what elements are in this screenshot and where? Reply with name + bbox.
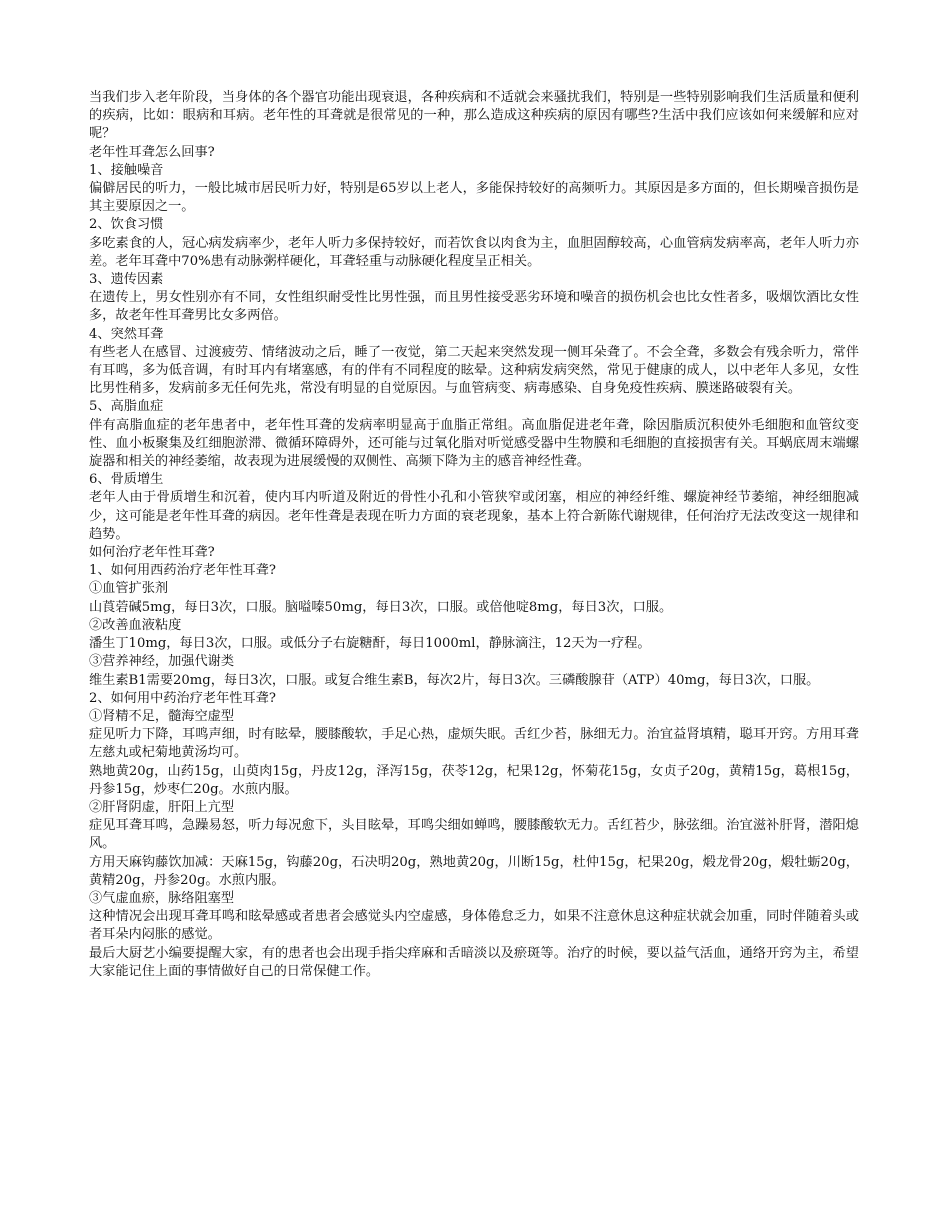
intro-paragraph: 当我们步入老年阶段，当身体的各个器官功能出现衰退，各种疾病和不适就会来骚扰我们，特别是一些特别影响我们生活质量和便利的疾病，比如：眼病和耳病。老年性的耳聋就是很常见的一种，那么造成这种疾病的原因有哪些?生活中我们应该如何来缓解和应对呢？ [89, 90, 859, 142]
western-item-2-text: 潘生丁10mg，每日3次，口服。或低分子右旋糖酐，每日1000ml，静脉滴注，12天为一疗程。 [89, 636, 651, 652]
cause-2-heading: 2、饮食习惯 [89, 217, 164, 233]
tcm-type-3-heading: ③气虚血瘀，脉络阻塞型 [89, 890, 235, 906]
western-item-3-text: 维生素B1需要20mg，每日3次，口服。或复合维生素B，每次2片，每日3次。三磷酸腺苷（ATP）40mg，每日3次，口服。 [89, 672, 820, 688]
western-item-1-heading: ①血管扩张剂 [89, 581, 169, 597]
section-heading-treatment: 如何治疗老年性耳聋? [89, 545, 215, 561]
section-heading-causes: 老年性耳聋怎么回事? [89, 144, 215, 160]
western-treatment-heading: 1、如何用西药治疗老年性耳聋? [89, 563, 276, 579]
cause-4-text: 有些老人在感冒、过渡疲劳、情绪波动之后，睡了一夜觉，第二天起来突然发现一侧耳朵聋了。不会全聋，多数会有残余听力，常伴有耳鸣，多为低音调，有时耳内有堵塞感，有的伴有不同程度的眩晕。这种病发病突然，常见于健康的成人，以中老年人多见，女性比男性稍多，发病前多无任何先兆，常没有明显的自觉原因。与血管病变、病毒感染、自身免疫性疾病、膜迷路破裂有关。 [89, 344, 859, 397]
cause-5-text: 伴有高脂血症的老年患者中，老年性耳聋的发病率明显高于血脂正常组。高血脂促进老年聋，除因脂质沉积使外毛细胞和血管纹变性、血小板聚集及红细胞淤滞、微循环障碍外，还可能与过氧化脂对听觉感受器中生物膜和毛细胞的直接损害有关。耳蜗底周末端螺旋器和相关的神经萎缩，故表现为进展缓慢的双侧性、高频下降为主的感音神经性聋。 [89, 417, 859, 470]
western-item-1-text: 山莨菪碱5mg，每日3次，口服。脑嗌嗪50mg，每日3次，口服。或倍他啶8mg，每日3次，口服。 [89, 599, 673, 615]
tcm-type-2-prescription: 方用天麻钩藤饮加减：天麻15g，钩藤20g，石决明20g，熟地黄20g，川断15g，杜仲15g，杞果20g，煅龙骨20g，煅牡蛎20g，黄精20g，丹参20g。水煎内服。 [89, 854, 859, 888]
tcm-type-1-prescription: 熟地黄20g，山药15g，山萸肉15g，丹皮12g，泽泻15g，茯苓12g，杞果12g，怀菊花15g，女贞子20g，黄精15g，葛根15g，丹参15g，炒枣仁20g。水煎内服。 [89, 763, 859, 797]
cause-3-heading: 3、遗传因素 [89, 272, 164, 288]
cause-1-text: 偏僻居民的听力，一般比城市居民听力好，特别是65岁以上老人，多能保持较好的高频听力。其原因是多方面的，但长期噪音损伤是其主要原因之一。 [89, 181, 859, 215]
document-body [89, 89, 859, 981]
cause-4-heading: 4、突然耳聋 [89, 326, 164, 342]
cause-5-heading: 5、高脂血症 [89, 399, 164, 415]
closing-paragraph: 最后大厨艺小编要提醒大家，有的患者也会出现手指尖痒麻和舌暗淡以及瘀斑等。治疗的时候，要以益气活血，通络开窍为主，希望大家能记住上面的事情做好自己的日常保健工作。 [89, 945, 859, 979]
tcm-type-2-symptoms: 症见耳聋耳鸣，急躁易怒，听力每况愈下，头目眩晕，耳鸣尖细如蝉鸣，腰膝酸软无力。舌红苔少，脉弦细。治宜滋补肝肾，潜阳熄风。 [89, 818, 859, 852]
tcm-type-2-heading: ②肝肾阴虚，肝阳上亢型 [89, 799, 235, 815]
cause-3-text: 在遗传上，男女性别亦有不同，女性组织耐受性比男性强，而且男性接受恶劣环境和噪音的损伤机会也比女性者多，吸烟饮酒比女性多，故老年性耳聋男比女多两倍。 [89, 290, 859, 324]
cause-6-heading: 6、骨质增生 [89, 472, 164, 488]
cause-6-text: 老年人由于骨质增生和沉着，使内耳内听道及附近的骨性小孔和小管狭窄或闭塞，相应的神经纤维、螺旋神经节萎缩，神经细胞减少，这可能是老年性耳聋的病因。老年性聋是表现在听力方面的衰老现象，基本上符合新陈代谢规律，任何治疗无法改变这一规律和趋势。 [89, 490, 859, 542]
western-item-3-heading: ③营养神经，加强代谢类 [89, 654, 235, 670]
cause-2-text: 多吃素食的人，冠心病发病率少，老年人听力多保持较好，而若饮食以肉食为主，血胆固醇较高，心血管病发病率高，老年人听力亦差。老年耳聋中70%患有动脉粥样硬化，耳聋轻重与动脉硬化程度呈正相关。 [89, 235, 859, 269]
cause-1-heading: 1、接触噪音 [89, 162, 164, 178]
tcm-type-1-symptoms: 症见听力下降，耳鸣声细，时有眩晕，腰膝酸软，手足心热，虚烦失眠。舌红少苔，脉细无力。治宜益肾填精，聪耳开窍。方用耳聋左慈丸或杞菊地黄汤均可。 [89, 727, 859, 761]
tcm-treatment-heading: 2、如何用中药治疗老年性耳聋? [89, 690, 276, 706]
tcm-type-3-symptoms: 这种情况会出现耳聋耳鸣和眩晕感或者患者会感觉头内空虚感，身体倦怠乏力，如果不注意休息这种症状就会加重，同时伴随着头或者耳朵内闷胀的感觉。 [89, 909, 859, 943]
western-item-2-heading: ②改善血液粘度 [89, 617, 182, 633]
tcm-type-1-heading: ①肾精不足，髓海空虚型 [89, 708, 235, 724]
